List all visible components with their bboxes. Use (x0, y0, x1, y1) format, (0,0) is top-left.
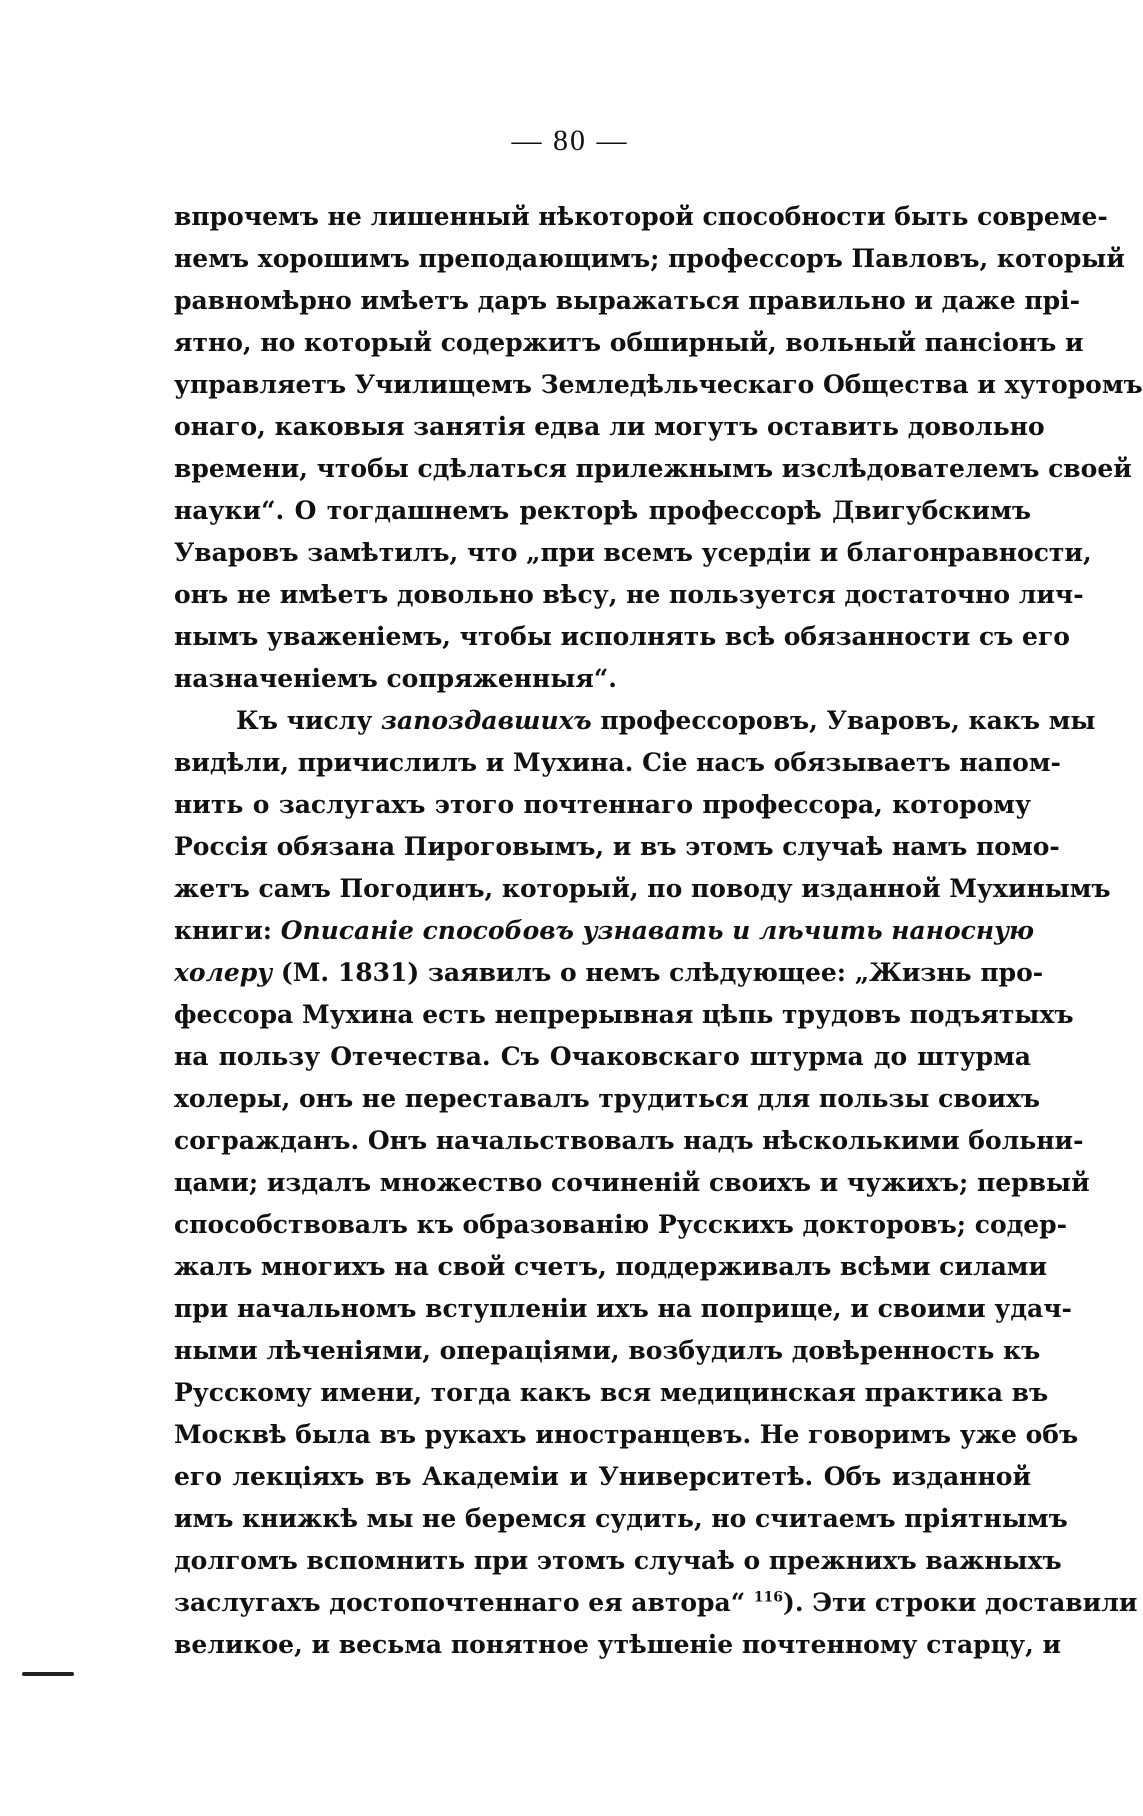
text-line (174, 1330, 1041, 1372)
text-line (174, 1498, 1068, 1540)
text-line (174, 1288, 1072, 1330)
text-segment: назначеніемъ сопряженныя“. (174, 664, 617, 693)
text-segment: нить о заслугахъ этого почтеннаго профессора, которому (174, 790, 1031, 819)
text-segment: заслугахъ достопочтеннаго ея автора“ (174, 1588, 754, 1617)
text-segment: великое, и весьма понятное утѣшеніе почтенному старцу, и (174, 1630, 1062, 1659)
footnote-ref: 116 (753, 1589, 784, 1606)
text-line (174, 448, 1132, 490)
text-line (174, 994, 1074, 1036)
text-segment: способствовалъ къ образованію Русскихъ докторовъ; содер- (174, 1210, 1068, 1239)
text-line (174, 1246, 1048, 1288)
text-line (174, 238, 1125, 280)
text-line (174, 490, 1031, 532)
text-segment: онъ не имѣетъ довольно вѣсу, не пользуется достаточно лич- (174, 580, 1084, 609)
text-line (174, 1078, 1041, 1120)
text-segment: науки“. О тогдашнемъ ректорѣ профессорѣ Двигубскимъ (174, 496, 1031, 525)
text-line (174, 280, 1080, 322)
text-line (174, 1204, 1068, 1246)
text-line (174, 1414, 1079, 1456)
text-segment: управляетъ Училищемъ Земледѣльческаго Общества и хуторомъ (174, 370, 1143, 399)
text-segment: фессора Мухина есть непрерывная цѣпь трудовъ подъятыхъ (174, 1000, 1074, 1029)
text-segment: нымъ уваженіемъ, чтобы исполнять всѣ обязанности съ его (174, 622, 1070, 651)
text-segment: при начальномъ вступленіи ихъ на поприще, и своими удач- (174, 1294, 1072, 1323)
text-line (174, 322, 1084, 364)
text-segment: Уваровъ замѣтилъ, что „при всемъ усердіи и благонравности, (174, 538, 1092, 567)
text-line (174, 1372, 1049, 1414)
scan-mark (22, 1672, 74, 1676)
text-segment: его лекціяхъ въ Академіи и Университетѣ. Объ изданной (174, 1462, 1031, 1491)
text-segment: времени, чтобы сдѣлаться прилежнымъ изслѣдователемъ своей (174, 454, 1132, 483)
text-segment: видѣли, причислилъ и Мухина. Сіе насъ обязываетъ напом- (174, 748, 1061, 777)
text-segment: имъ книжкѣ мы не беремся судить, но считаемъ пріятнымъ (174, 1504, 1068, 1533)
text-line (174, 364, 1143, 406)
text-line (174, 532, 1092, 574)
text-line (174, 196, 1108, 238)
text-line (174, 700, 1096, 742)
text-line (174, 742, 1061, 784)
text-segment: жалъ многихъ на свой счетъ, поддерживалъ всѣми силами (174, 1252, 1048, 1281)
text-segment: Россія обязана Пироговымъ, и въ этомъ случаѣ намъ помо- (174, 832, 1060, 861)
text-segment: долгомъ вспомнить при этомъ случаѣ о прежнихъ важныхъ (174, 1546, 1062, 1575)
italic-text: холеру (174, 958, 273, 987)
text-line (174, 1162, 1090, 1204)
text-line (174, 658, 1031, 700)
text-line (174, 406, 1045, 448)
text-segment: (М. 1831) заявилъ о немъ слѣдующее: „Жизнь про- (272, 958, 1044, 987)
text-segment: на пользу Отечества. Съ Очаковскаго штурма до штурма (174, 1042, 1031, 1071)
text-line (174, 574, 1084, 616)
text-segment: холеры, онъ не переставалъ трудиться для пользы своихъ (174, 1084, 1041, 1113)
text-segment: жетъ самъ Погодинъ, который, по поводу изданной Мухинымъ (174, 874, 1111, 903)
text-segment: цами; издалъ множество сочиненій своихъ и чужихъ; первый (174, 1168, 1090, 1197)
italic-text: запоздавшихъ (381, 706, 592, 735)
text-segment: Къ числу (236, 706, 382, 735)
page-number: — 80 — (511, 124, 629, 157)
text-line (174, 1036, 1031, 1078)
text-segment: ). Эти строки доставили (783, 1588, 1138, 1617)
text-line (174, 784, 1031, 826)
text-segment: книги: (174, 916, 281, 945)
text-line (174, 1540, 1062, 1582)
text-segment: Русскому имени, тогда какъ вся медицинская практика въ (174, 1378, 1049, 1407)
text-line (174, 1120, 1084, 1162)
text-segment: профессоровъ, Уваровъ, какъ мы (591, 706, 1096, 735)
text-segment: Москвѣ была въ рукахъ иностранцевъ. Не говоримъ уже объ (174, 1420, 1079, 1449)
text-segment: согражданъ. Онъ начальствовалъ надъ нѣсколькими больни- (174, 1126, 1084, 1155)
text-line (174, 616, 1070, 658)
text-segment: впрочемъ не лишенный нѣкоторой способности быть совреме- (174, 202, 1108, 231)
text-segment: ными лѣченіями, операціями, возбудилъ довѣренность къ (174, 1336, 1041, 1365)
text-segment: онаго, каковыя занятія едва ли могутъ оставить довольно (174, 412, 1045, 441)
body-text (174, 196, 1143, 1666)
text-segment: немъ хорошимъ преподающимъ; профессоръ Павловъ, который (174, 244, 1125, 273)
text-line (174, 868, 1111, 910)
text-segment: равномѣрно имѣетъ даръ выражаться правильно и даже прі- (174, 286, 1080, 315)
text-line (174, 952, 1044, 994)
text-line (174, 826, 1060, 868)
text-segment: ятно, но который содержитъ обширный, вольный пансіонъ и (174, 328, 1084, 357)
text-line (174, 1582, 1138, 1624)
text-line (174, 1624, 1062, 1666)
italic-text: Описаніе способовъ узнавать и лѣчить наносную (280, 916, 1035, 945)
text-line (174, 910, 1035, 952)
text-line (174, 1456, 1031, 1498)
